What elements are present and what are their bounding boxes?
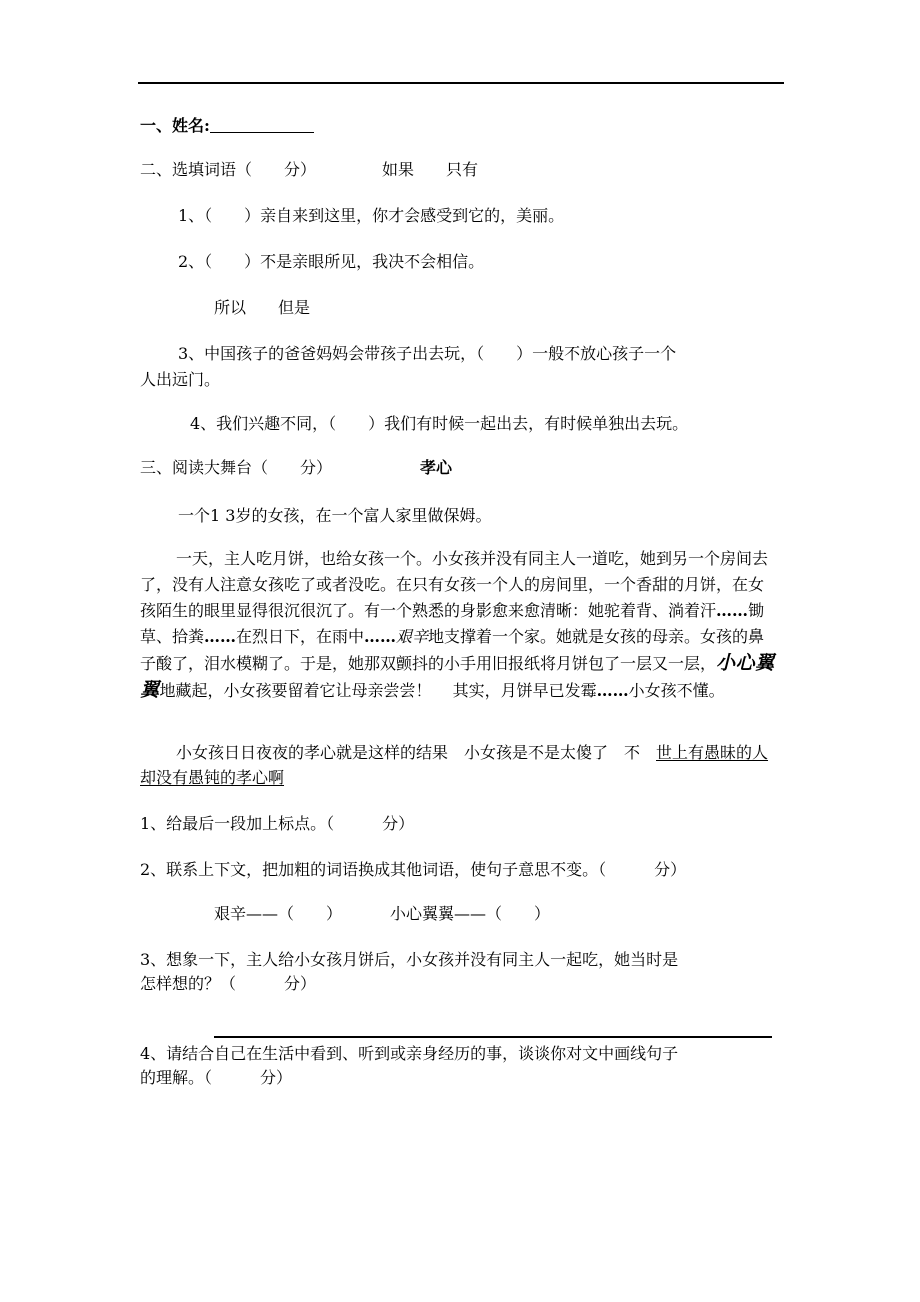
story-para-1: 一个1 3岁的女孩，在一个富人家里做保姆。 <box>178 506 492 525</box>
section2-item-2: 2、（ ）不是亲眼所见，我决不会相信。 <box>178 252 485 271</box>
name-label: 一、姓名: <box>140 116 210 135</box>
section3-title-row <box>140 456 780 480</box>
underlined-sentence: 世上有愚昧的人却没有愚钝的孝心啊 <box>140 743 769 787</box>
story-para-3 <box>140 740 776 790</box>
ellipsis-2: …… <box>204 627 237 646</box>
para3-part-a: 小女孩日日夜夜的孝心就是这样的结果 小女孩是不是太傻了 不 <box>176 743 657 762</box>
section2-item-3-line1: 3、中国孩子的爸爸妈妈会带孩子出去玩，（ ）一般不放心孩子一个 <box>178 344 677 363</box>
para2-part-b: 锄草、拾粪 <box>140 601 765 646</box>
ellipsis-4: …… <box>596 681 629 700</box>
para2-part-e: 地藏起，小女孩要留着它让母亲尝尝！ 其实，月饼早已发霉 <box>159 681 597 700</box>
bold-word-xiaoxinyiyi: 小心翼翼 <box>140 652 775 701</box>
section2-title-row <box>140 158 780 182</box>
name-row <box>140 114 780 138</box>
question-3-line1: 3、想象一下，主人给小女孩月饼后，小女孩并没有同主人一起吃，她当时是 <box>140 950 679 969</box>
q2-answer-jianxin: 艰辛——（ ） <box>214 904 343 923</box>
answer-line[interactable] <box>214 1036 772 1038</box>
section2-title: 二、选填词语（ 分） <box>140 160 317 179</box>
ellipsis-3: …… <box>364 627 397 646</box>
section2-item-4: 4、我们兴趣不同，（ ）我们有时候一起出去，有时候单独出去玩。 <box>190 414 689 433</box>
section3-title: 三、阅读大舞台（ 分） <box>140 458 333 477</box>
section2-item-3-line2: 人出远门。 <box>140 370 221 389</box>
story-title: 孝心 <box>420 458 453 477</box>
question-2-answer-row <box>214 902 854 926</box>
question-1: 1、给最后一段加上标点。（ 分） <box>140 814 415 833</box>
top-rule <box>138 82 784 84</box>
question-3-line2: 怎样想的？（ 分） <box>140 974 317 993</box>
ellipsis-1: …… <box>716 601 749 620</box>
question-4-line2: 的理解。（ 分） <box>140 1068 293 1087</box>
word-group-2: 所以 但是 <box>214 298 311 317</box>
para2-part-c: 在烈日下，在雨中 <box>236 627 365 646</box>
word-group-1: 如果 只有 <box>382 160 479 179</box>
bold-word-jianxin: 艰辛 <box>396 627 429 646</box>
question-4-line1: 4、请结合自己在生活中看到、听到或亲身经历的事，谈谈你对文中画线句子 <box>140 1044 679 1063</box>
question-2: 2、联系上下文，把加粗的词语换成其他词语，使句子意思不变。（ 分） <box>140 860 687 879</box>
name-blank[interactable] <box>210 118 314 133</box>
para2-part-f: 小女孩不懂。 <box>628 681 725 700</box>
para2-part-a: 一天，主人吃月饼，也给女孩一个。小女孩并没有同主人一道吃，她到另一个房间去了，没有人注意女孩吃了或者没吃。在只有女孩一个人的房间里，一个香甜的月饼，在女孩陌生的眼里显得很沉很沉了。有一个熟悉的身影愈来愈清晰：她驼着背、淌着汗 <box>140 549 769 620</box>
q2-answer-xiaoxinyiyi: 小心翼翼——（ ） <box>390 904 551 923</box>
para2-part-d: 地支撑着一个家。她就是女孩的母亲。女孩的鼻子酸了，泪水模糊了。于是，她那双颤抖的小手用旧报纸将月饼包了一层又一层， <box>140 627 765 673</box>
section2-item-1: 1、（ ）亲自来到这里，你才会感受到它的，美丽。 <box>178 206 565 225</box>
story-para-2 <box>140 546 776 704</box>
